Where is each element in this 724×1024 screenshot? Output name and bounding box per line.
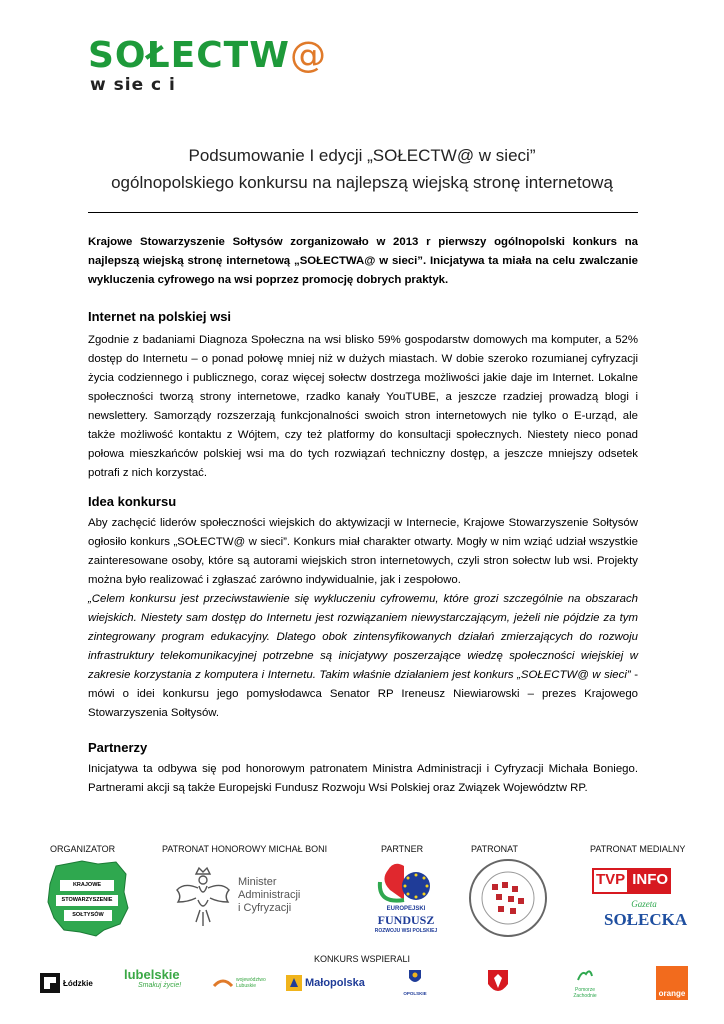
gazeta-bottom: SOŁECKA (604, 910, 688, 929)
page-title-line2: ogólnopolskiego konkursu na najlepszą wiejską stronę internetową (111, 173, 613, 192)
tvp-text: TVP (592, 868, 629, 894)
label-patron: PATRONAT (471, 844, 518, 854)
efrwp-line3: ROZWOJU WSI POLSKIEJ (374, 928, 438, 934)
lubelskie-slogan: Smakuj życie! (138, 982, 182, 989)
ministry-logo (174, 864, 304, 934)
pomorze-text: Pomorze Zachodnie (573, 987, 597, 999)
label-supporters: KONKURS WSPIERALI (313, 954, 411, 964)
lubelskie-text: lubelskie (124, 967, 180, 982)
kss-line1: KRAJOWE (72, 882, 102, 888)
sponsor-dolnoslaskie (486, 968, 512, 998)
kss-logo (42, 858, 130, 938)
logo-subtitle: w sie c i (90, 75, 176, 95)
lubuskie-icon (212, 976, 234, 990)
sponsor-pomorze-zachodnie (564, 968, 606, 998)
tvp-info-text: INFO (629, 868, 671, 894)
orange-text: orange (658, 989, 686, 998)
idea-quote: „Celem konkursu jest przeciwstawienie się wykluczeniu cyfrowemu, które grozi szczególnie na obszarach wiejskich. Niestety sam dostęp do Internetu jest rozwiązaniem niewystarczającym, jeżeli nie pójdzie za tym zintegrowany program edukacyjny. Dlatego obok zintensyfikowanych działań zmierzających do rozwoju infrastruktury telekomunikacyjnej potrzebne są inicjatywy poszerzające wiedzę społeczności wiejskiej w zakresie korzystania z komputera i Internetu. Takim właśnie działaniem jest konkurs „SOŁECTW@ w sieci” (88, 593, 638, 681)
ministry-line2: Administracji (238, 889, 301, 901)
efrwp-emblem-icon (364, 860, 448, 908)
sponsor-opolskie (398, 968, 432, 998)
ministry-line3: i Cyfryzacji (238, 902, 292, 914)
gryphon-icon (576, 968, 594, 982)
lodzkie-text: Łódzkie (63, 978, 93, 988)
seal-icon (468, 858, 548, 938)
lodzkie-icon (40, 973, 60, 993)
kss-line3: SOŁTYSÓW (72, 912, 104, 918)
idea-quote-attribution: - mówi o idei konkursu jego pomysłodawca Senator RP Ireneusz Niewiarowski – prezes Krajowego Stowarzyszenia Sołtysów. (88, 669, 638, 719)
section-body-idea (88, 514, 638, 723)
logo-main-text: SOŁECTW (88, 35, 290, 76)
ministry-line1: Minister (238, 876, 277, 888)
section-heading-partners: Partnerzy (88, 740, 148, 755)
label-partner: PARTNER (381, 844, 424, 854)
gazeta-top: Gazeta (631, 899, 657, 909)
sponsor-malopolska (286, 968, 372, 998)
efrwp-line1: EUROPEJSKI (386, 906, 426, 912)
sponsor-lubuskie (212, 968, 272, 998)
efrwp-logo (364, 860, 448, 942)
opolskie-icon (407, 968, 423, 986)
gazeta-solecka-logo (604, 899, 688, 939)
section-heading-internet: Internet na polskiej wsi (88, 309, 232, 324)
eagle-shield-icon (486, 968, 510, 998)
label-organizer: ORGANIZATOR (50, 844, 116, 854)
eagle-icon (174, 864, 232, 932)
lubuskie-text: województwo Lubuskie (236, 977, 266, 989)
logo-at-sign: @ (289, 35, 327, 76)
section-heading-idea: Idea konkursu (88, 494, 177, 509)
sponsor-lubelskie (124, 968, 184, 998)
section-body-partners: Inicjatywa ta odbywa się pod honorowym patronatem Ministra Administracji i Cyfryzacji Michała Boniego. Partnerami akcji są także Europejski Fundusz Rozwoju Wsi Polskiej oraz Związek Województw RP. (88, 763, 638, 794)
idea-paragraph: Aby zachęcić liderów społeczności wiejskich do aktywizacji w Internecie, Krajowe Stowarzyszenie Sołtysów ogłosiło konkurs „SOŁECTW@ w sieci”. Konkurs miał charakter otwarty. Mogły w nim wziąć udział wszystkie zainteresowane osoby, które są autorami wiejskich stron internetowych, czyli stron sołectw lub wsi. Projekty można było realizować i zgłaszać zarówno indywidualnie, jak i zespołowo. (88, 517, 638, 586)
title-divider (88, 212, 638, 213)
zwiazek-wojewodztw-logo (468, 858, 548, 938)
site-logo (88, 36, 327, 94)
label-honorary-patron: PATRONAT HONOROWY MICHAŁ BONI (162, 844, 328, 854)
kss-line2: STOWARZYSZENIE (61, 897, 113, 903)
intro-paragraph: Krajowe Stowarzyszenie Sołtysów zorganizowało w 2013 r pierwszy ogólnopolski konkurs na najlepszą wiejską stronę internetową „SOŁECTWA@ w sieci”. Inicjatywa ta miała na celu zwalczanie wykluczenia cyfrowego na wsi poprzez promocję dobrych praktyk. (88, 236, 638, 286)
section-body-internet: Zgodnie z badaniami Diagnoza Społeczna na wsi blisko 59% gospodarstw domowych ma komputer, a 52% dostęp do Internetu – o ponad połowę mniej niż w dużych miastach. W dobie szeroko rozumianej cyfryzacji życia codziennego i publicznego, coraz więcej sołectw dostrzega możliwości jakie daje im Internet. Lokalne społeczności tworzą strony internetowe, rzadko kanały YouTUBE, a jeszcze rzadziej prowadzą blogi i newslettery. Samorządy rozszerzają funkcjonalności swoich stron internetowych nie tylko o E-urząd, ale także możliwość kontaktu z Wójtem, czy też platformy do konsultacji społecznych. Niestety nieco ponad połowa mieszkańców polskiej wsi ma do tych rozwiązań techniczny dostęp, a jeszcze mniejszy odsetek potrafi z nich korzystać. (88, 334, 638, 479)
opolskie-text: OPOLSKIE (403, 991, 427, 996)
malopolska-text: Małopolska (305, 977, 365, 989)
page-title-line1: Podsumowanie I edycji „SOŁECTW@ w sieci” (188, 146, 536, 165)
sponsor-lodzkie (40, 968, 100, 998)
tvp-info-logo (592, 868, 686, 894)
sponsor-orange (656, 966, 688, 1000)
label-media-patron: PATRONAT MEDIALNY (590, 844, 686, 854)
efrwp-line2: FUNDUSZ (377, 913, 435, 927)
malopolska-icon (286, 975, 302, 991)
